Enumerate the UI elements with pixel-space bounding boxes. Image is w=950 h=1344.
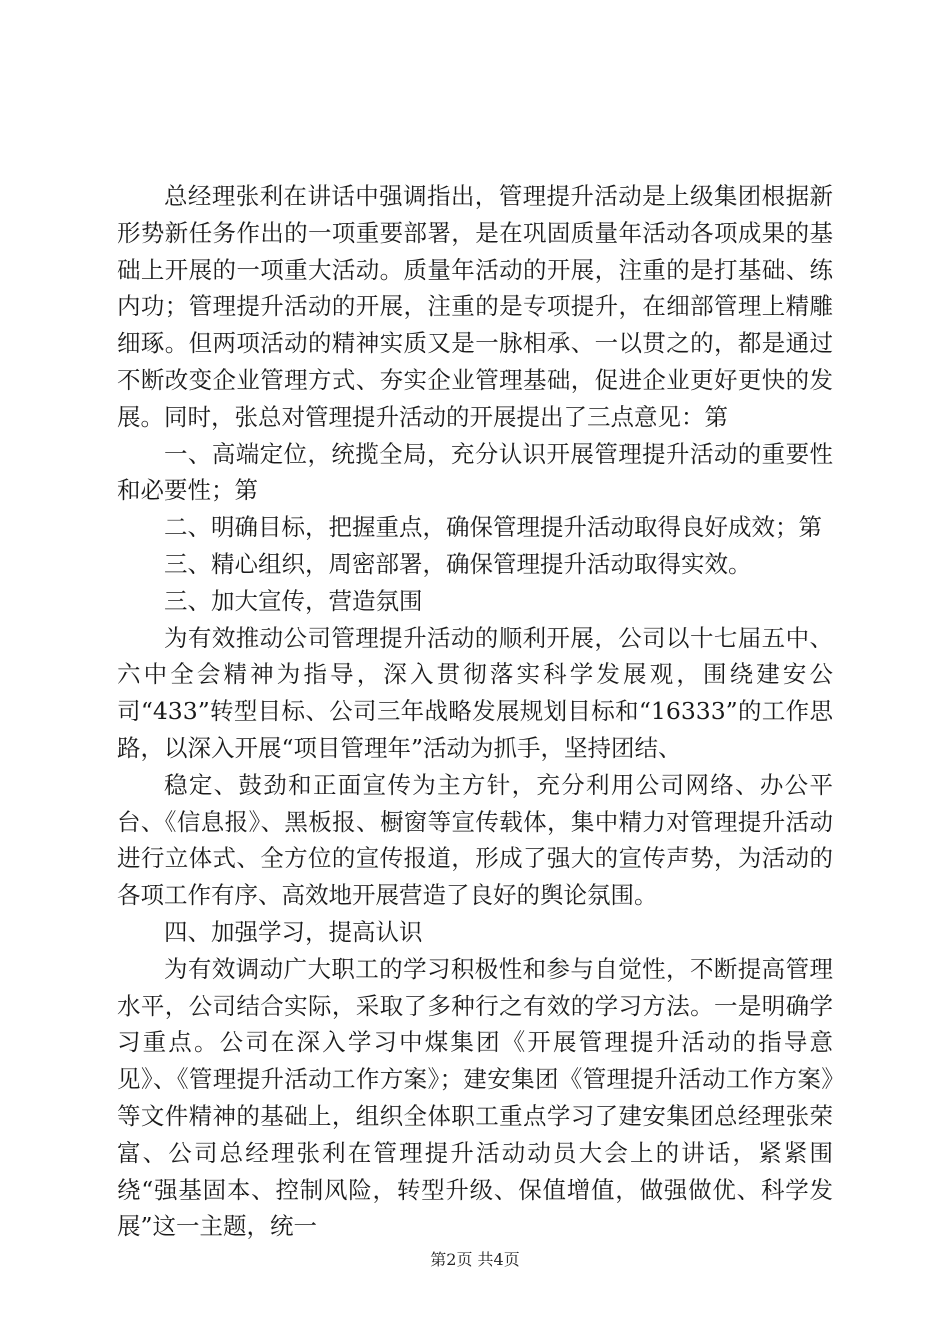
paragraph: 三、精心组织，周密部署，确保管理提升活动取得实效。 (164, 549, 752, 578)
paragraph: 为有效调动广大职工的学习积极性和参与自觉性，不断提高管理水平，公司结合实际，采取了多种行之有效的学习方法。一是明确学习重点。公司在深入学习中煤集团《开展管理提升活动的指导意见》、《管理提升活动工作方案》；建安集团《管理提升活动工作方案》等文件精神的基础上，组织全体职工重点学习了建安集团总经理张荣富、公司总经理张利在管理提升活动动员大会上的讲话，紧紧围绕“强基固本、控制风险，转型升级、保值增值，做强做优、科学发展”这一主题，统一 (117, 954, 833, 1241)
paragraph: 二、明确目标，把握重点，确保管理提升活动取得良好成效；第 (164, 513, 822, 542)
paragraph: 为有效推动公司管理提升活动的顺利开展，公司以十七届五中、六中全会精神为指导，深入贯彻落实科学发展观，围绕建安公司“433”转型目标、公司三年战略发展规划目标和“16333”的工作思路，以深入开展“项目管理年”活动为抓手，坚持团结、 (117, 623, 833, 762)
paragraph: 总经理张利在讲话中强调指出，管理提升活动是上级集团根据新形势新任务作出的一项重要部署，是在巩固质量年活动各项成果的基础上开展的一项重大活动。质量年活动的开展，注重的是打基础、练内功；管理提升活动的开展，注重的是专项提升，在细部管理上精雕细琢。但两项活动的精神实质又是一脉相承、一以贯之的，都是通过不断改变企业管理方式、夯实企业管理基础，促进企业更好更快的发展。同时，张总对管理提升活动的开展提出了三点意见：第 (117, 182, 833, 431)
paragraph: 一、高端定位，统揽全局，充分认识开展管理提升活动的重要性和必要性；第 (117, 439, 833, 505)
section-heading: 四、加强学习，提高认识 (164, 917, 423, 946)
paragraph: 稳定、鼓劲和正面宣传为主方针，充分利用公司网络、办公平台、《信息报》、黑板报、橱窗等宣传载体，集中精力对管理提升活动进行立体式、全方位的宣传报道，形成了强大的宣传声势，为活动的各项工作有序、高效地开展营造了良好的舆论氛围。 (117, 770, 833, 910)
document-body (117, 178, 833, 1245)
section-heading: 三、加大宣传，营造氛围 (164, 586, 423, 615)
page-number-footer: 第2页 共4页 (430, 1250, 520, 1269)
